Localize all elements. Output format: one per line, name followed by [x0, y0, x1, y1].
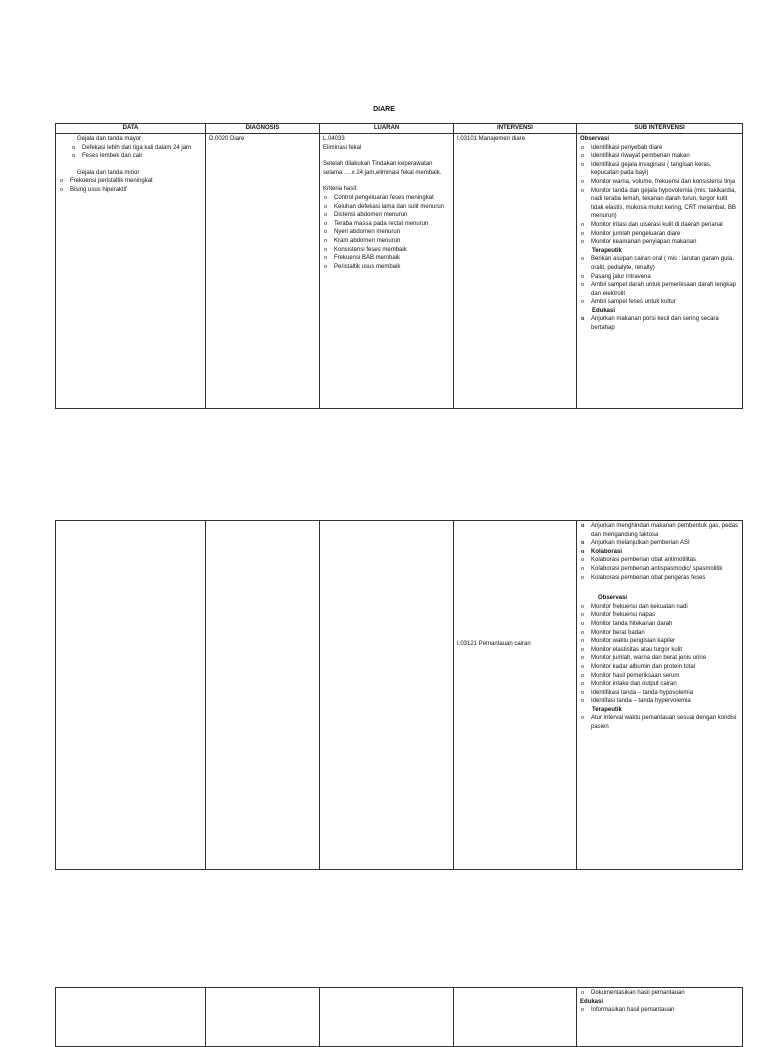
- list-item: o Feses lembek dan cair: [71, 152, 202, 161]
- luaran-cell: [320, 134, 454, 409]
- list-item: o Monitor intake dan output cairan: [580, 680, 739, 689]
- list-item: o Anjurkan makanan porsi kecil dan sering secara bertahap: [580, 315, 739, 332]
- list-item: o Identifikasi penyebab diare: [580, 144, 739, 153]
- list-item: o Atur interval waktu pemantauan sesuai dengan kondisi pasien: [580, 714, 739, 731]
- terapeutik-list: [580, 255, 739, 307]
- header-luaran: LUARAN: [320, 124, 454, 134]
- list-item: o Nyeri abdomen menurun: [323, 228, 450, 237]
- minor-heading: Gejala dan tanda minor: [77, 169, 140, 176]
- care-plan-table-2: [55, 520, 743, 870]
- list-item: o Informasikan hasil pemantauan: [580, 1006, 739, 1015]
- header-data: DATA: [56, 124, 206, 134]
- list-item: o Defekasi lebih dari tiga kali dalam 24 jam: [71, 144, 202, 153]
- care-plan-table-3: [55, 987, 743, 1047]
- table-row: [56, 521, 743, 870]
- list-item: o Identifasi tanda – tanda hypervolemia: [580, 697, 739, 706]
- list-item: o Kolaborasi pemberian obat antimotilitas: [580, 556, 739, 565]
- list-item: o Identifikasi riwayat pemberian makan: [580, 152, 739, 161]
- list-item: o Monitor hasil pemeriksaan serum: [580, 672, 739, 681]
- intervensi-cell: [454, 134, 577, 409]
- list-item: o Monitor tanda dan gejala hypovolemia (mis: takikardia, nadi teraba lemah, tekanan darah turun, turgor kulit tidak elastis, mukosa mulut kering, CRT melambat, BB menurun): [580, 187, 739, 221]
- list-item: o Teraba massa pada rectal menurun: [323, 220, 450, 229]
- list-item: o Frekuensi BAB membaik: [323, 254, 450, 263]
- kolaborasi-list: [580, 556, 739, 582]
- header-intervensi: INTERVENSI: [454, 124, 577, 134]
- list-item: o Dokumentasikan hasil pemantauan: [580, 989, 739, 998]
- data-cell: [56, 134, 206, 409]
- list-item: o Kolaborasi pemberian obat pengeras feses: [580, 574, 739, 583]
- list-item: o Monitor jumlah, warna dan berat jenis urine: [580, 654, 739, 663]
- data-cell: [56, 521, 206, 870]
- luaran-cell: [320, 521, 454, 870]
- list-item: o Monitor elastisitas atau turgor kulit: [580, 646, 739, 655]
- luaran-name: Eliminasi fekal: [323, 144, 362, 151]
- list-item: o Monitor berat badan: [580, 629, 739, 638]
- table-row: [56, 988, 743, 1047]
- diagnosis-text: D.0020 Diare: [209, 136, 245, 142]
- list-item: o Ambil sampel darah untuk pemeriksaan darah lengkap dan elektrolit: [580, 281, 739, 298]
- list-item: o Control pengeluaran feses meningkat: [323, 194, 450, 203]
- anjuran-list: [580, 522, 739, 548]
- list-item: o Kolaborasi pemberian antispasmodic/ spasmolitik: [580, 565, 739, 574]
- page-title: DIARE: [373, 106, 395, 113]
- list-item: o Ambil sampel feses untuk kultur: [580, 298, 739, 307]
- list-item: o Peristaltik usus membaik: [323, 263, 450, 272]
- list-item: o Monitor frekuensi napas: [580, 611, 739, 620]
- list-item: o Anjurkan menghindari makanan pembentuk gas, pedas dan mengandung laktosa: [580, 522, 739, 539]
- edukasi-list: [580, 1006, 739, 1015]
- kolaborasi-heading-list: [580, 548, 739, 557]
- list-item: o Keluhan defekasi lama dan sulit menurun: [323, 203, 450, 212]
- diagnosis-cell: [206, 134, 320, 409]
- luaran-statement: Setelah dilakukan Tindakan keperawatan selama ….x 24 jam,eliminasi fekal membaik.: [323, 161, 442, 176]
- terapeutik-heading: Terapeutik: [592, 247, 622, 254]
- list-item: o Monitor jumlah pengeluaran diare: [580, 230, 739, 239]
- list-item: o Distensi abdomen menurun: [323, 211, 450, 220]
- sub-intervensi-cell: [577, 521, 743, 870]
- header-row: [56, 124, 743, 134]
- luaran-cell: [320, 988, 454, 1047]
- list-item: o Monitor tanda hitekanan darah: [580, 620, 739, 629]
- table-row: [56, 134, 743, 409]
- care-plan-table-1: [55, 123, 743, 409]
- minor-list: [59, 177, 202, 194]
- terapeutik-list: [580, 714, 739, 731]
- list-item: o Identifikasi gejala invaginasi ( tangisan keras, kepucatan pada bayi): [580, 161, 739, 178]
- header-diagnosis: DIAGNOSIS: [206, 124, 320, 134]
- kolaborasi-heading: o Kolaborasi: [580, 548, 739, 557]
- intervensi-cell: [454, 988, 577, 1047]
- list-item: o Anjurkan melanjutkan pemberian ASI: [580, 539, 739, 548]
- list-item: o Monitor kadar albumin dan protein total: [580, 663, 739, 672]
- mayor-list: [59, 144, 202, 161]
- edukasi-list: [580, 315, 739, 332]
- data-cell: [56, 988, 206, 1047]
- list-item: o Pasang jalur intravena: [580, 273, 739, 282]
- list-item: o Monitor warna, volume, frekuensi dan konsistensi tinja: [580, 178, 739, 187]
- dokumentasi-list: [580, 989, 739, 998]
- kriteria-heading: Kriteria hasil:: [323, 186, 358, 193]
- header-sub-intervensi: SUB INTERVENSI: [577, 124, 743, 134]
- list-item: o Monitor keamanan penyiapan makanan: [580, 238, 739, 247]
- intervensi-text: I.03121 Pemantauan cairan: [457, 641, 531, 647]
- sub-intervensi-cell: [577, 134, 743, 409]
- observasi-list: [580, 144, 739, 247]
- observasi-list: [580, 603, 739, 706]
- edukasi-heading: Edukasi: [592, 307, 616, 314]
- list-item: o Konsistensi feses membaik: [323, 246, 450, 255]
- terapeutik-heading: Terapeutik: [592, 706, 622, 713]
- intervensi-text: I.03101 Manajemen diare: [457, 136, 526, 142]
- observasi-heading: Observasi: [598, 595, 628, 602]
- sub-intervensi-cell: [577, 988, 743, 1047]
- edukasi-heading: Edukasi: [580, 998, 604, 1005]
- kriteria-list: [323, 194, 450, 271]
- list-item: o Monitor iritasi dan ulserasi kulit di daerah perianal: [580, 221, 739, 230]
- intervensi-cell: [454, 521, 577, 870]
- diagnosis-cell: [206, 521, 320, 870]
- list-item: o Berikan asupan cairan oral ( mis : larutan garam gula, oralit, pedialyte, renalty): [580, 255, 739, 272]
- list-item: o Kram abdomen menurun: [323, 237, 450, 246]
- list-item: o Frekuensi peristaltik meningkat: [59, 177, 202, 186]
- luaran-code: L.04033: [323, 136, 345, 142]
- list-item: o Monitor waktu pengisian kapiler: [580, 637, 739, 646]
- observasi-heading: Observasi: [580, 136, 610, 142]
- mayor-heading: Gejala dan tanda mayor: [77, 136, 142, 142]
- list-item: o Monitor frekuensi dan kekuatan nadi: [580, 603, 739, 612]
- list-item: o Identifikasi tanda – tanda hypovolemia: [580, 689, 739, 698]
- list-item: o Bising usus hiperaktif: [59, 186, 202, 195]
- diagnosis-cell: [206, 988, 320, 1047]
